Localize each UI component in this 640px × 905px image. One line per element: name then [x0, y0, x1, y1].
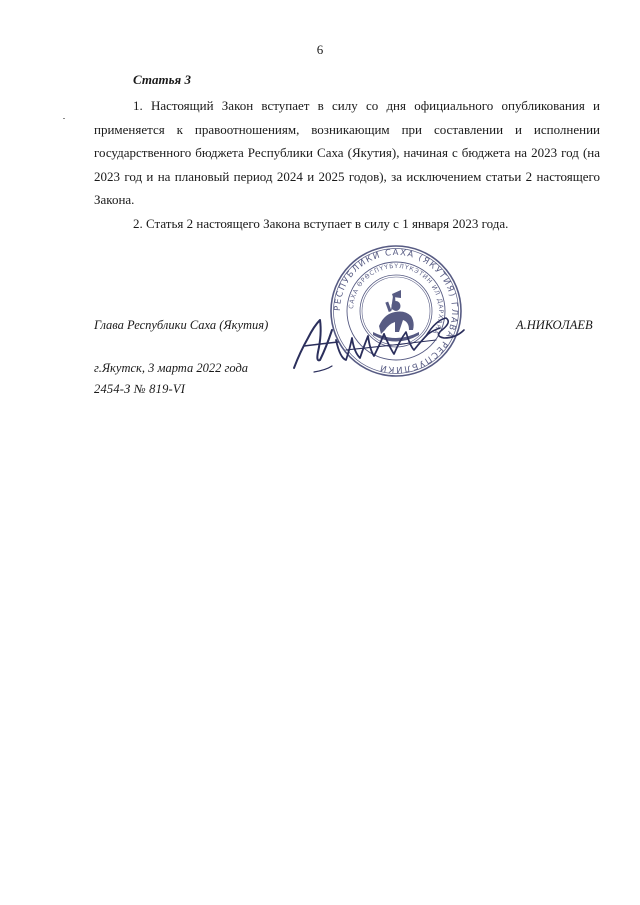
svg-text:САХА ӨРӨСПҮҮБҮЛҮКЭТИН ИЛ ДАРХА: САХА ӨРӨСПҮҮБҮЛҮКЭТИН ИЛ ДАРХАНА: [347, 262, 445, 336]
article-paragraph-2: 2. Статья 2 настоящего Закона вступает в силу с 1 января 2023 года.: [133, 215, 509, 231]
page-number: 6: [316, 42, 324, 57]
law-number: 2454-З № 819-VI: [94, 382, 186, 396]
margin-mark: [63, 118, 65, 119]
handwritten-signature: [286, 300, 476, 380]
svg-text:РЕСПУБЛИКИ САХА (ЯКУТИЯ) ГЛАВА: РЕСПУБЛИКИ САХА (ЯКУТИЯ) ГЛАВА РЕСПУБЛИКИ: [332, 247, 460, 375]
place-date: г.Якутск, 3 марта 2022 года: [94, 361, 249, 375]
article-title: Статья 3: [133, 72, 191, 87]
signatory-name: А.НИКОЛАЕВ: [516, 318, 593, 332]
article-body: [94, 94, 600, 235]
signatory-title: Глава Республики Саха (Якутия): [94, 318, 269, 332]
article-paragraph-1: 1. Настоящий Закон вступает в силу со дня официального опубликования и применяется к правоотношениям, возникающим при составлении и исполнении государственного бюджета Республики Саха (Якутия), начиная с бюджета на 2023 год (на 2023 год и на плановый период 2024 и 2025 годов), за исключением статьи 2 настоящего Закона.: [94, 98, 600, 207]
